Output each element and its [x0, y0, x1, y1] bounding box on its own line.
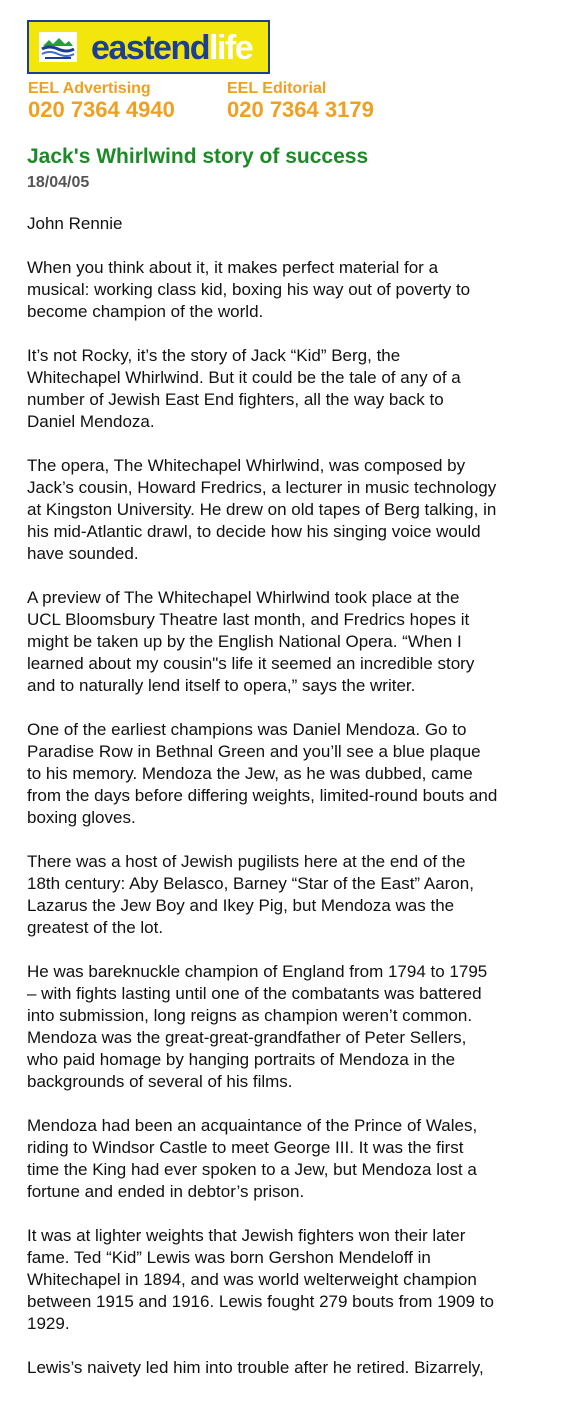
article-paragraph: It was at lighter weights that Jewish fighters won their later fame. Ted “Kid” Lewis was born Gershon Mendeloff in Whitechapel in 1894, and was world welterweight champion between 1915 and 1916. Lewis fought 279 bouts from 1909 to 1929. [27, 1226, 494, 1333]
article-date: 18/04/05 [27, 174, 90, 191]
article-paragraph: He was bareknuckle champion of England from 1794 to 1795 – with fights lasting until one of the combatants was battered into submission, long reigns as champion weren’t common. Mendoza was the great-great-grandfather of Peter Sellers, who paid homage by hanging portraits of Mendoza in the backgrounds of several of his films. [27, 962, 488, 1091]
article-paragraph: There was a host of Jewish pugilists here at the end of the 18th century: Aby Belasco, Barney “Star of the East” Aaron, Lazarus the Jew Boy and Ikey Pig, but Mendoza was the greatest of the lot. [27, 852, 474, 937]
contact-block [27, 80, 566, 124]
article-paragraph: A preview of The Whitechapel Whirlwind took place at the UCL Bloomsbury Theatre last month, and Fredrics hopes it might be taken up by the English National Opera. “When I learned about my cousin"s life it seemed an incredible story and to naturally lend itself to opera,” says the writer. [27, 588, 475, 695]
article-paragraph: Mendoza had been an acquaintance of the Prince of Wales, riding to Windsor Castle to meet George III. It was the first time the King had ever spoken to a Jew, but Mendoza lost a fortune and ended in debtor’s prison. [27, 1116, 478, 1201]
advertising-phone: 020 7364 4940 [28, 97, 175, 122]
article-headline: Jack's Whirlwind story of success [27, 145, 369, 168]
article-paragraph: It’s not Rocky, it’s the story of Jack “Kid” Berg, the Whitechapel Whirlwind. But it could be the tale of any of a number of Jewish East End fighters, all the way back to Daniel Mendoza. [27, 346, 461, 431]
eastendlife-logo[interactable] [27, 20, 270, 74]
logo-wordmark [91, 26, 252, 70]
advertising-contact [28, 80, 175, 122]
editorial-phone: 020 7364 3179 [227, 97, 374, 122]
article-author: John Rennie [27, 214, 123, 233]
article-paragraph: One of the earliest champions was Daniel Mendoza. Go to Paradise Row in Bethnal Green and you’ll see a blue plaque to his memory. Mendoza the Jew, as he was dubbed, came from the days before differing weights, limited-round bouts and boxing gloves. [27, 720, 498, 827]
advertising-label: EEL Advertising [28, 80, 151, 97]
river-skyline-emblem-icon [39, 32, 77, 62]
article-paragraph: The opera, The Whitechapel Whirlwind, was composed by Jack’s cousin, Howard Fredrics, a lecturer in music technology at Kingston University. He drew on old tapes of Berg talking, in his mid-Atlantic drawl, to decide how his singing voice would have sounded. [27, 456, 497, 563]
article-paragraph: When you think about it, it makes perfect material for a musical: working class kid, boxing his way out of poverty to become champion of the world. [27, 258, 471, 321]
editorial-contact [227, 80, 374, 122]
logo-text-life: life [209, 29, 253, 67]
logo-text-eastend: eastend [91, 29, 209, 67]
editorial-label: EEL Editorial [227, 80, 327, 97]
article-paragraph: Lewis’s naivety led him into trouble after he retired. Bizarrely, [27, 1358, 484, 1377]
page [27, 20, 566, 1401]
article-body [27, 257, 566, 1379]
